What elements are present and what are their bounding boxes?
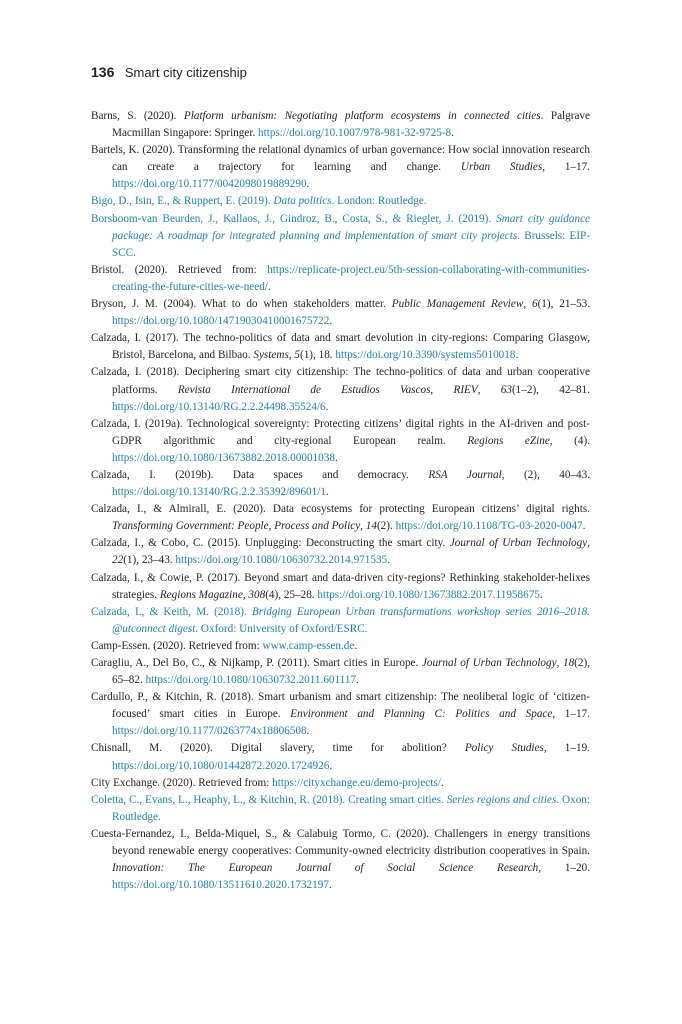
reference-text: , 1–20.	[538, 862, 590, 875]
reference-text: . Oxford: University of Oxford/ESRC.	[195, 622, 368, 635]
reference-text: .	[267, 280, 271, 293]
reference-title: Transforming Government: People, Process and Policy	[112, 520, 361, 533]
reference-link[interactable]: https://doi.org/10.1108/TG-03-2020-0047	[395, 520, 583, 533]
reference-entry	[91, 501, 590, 535]
reference-title: Data politics	[273, 195, 332, 208]
reference-title: 63	[500, 383, 512, 396]
reference-text: .	[356, 674, 359, 687]
reference-text: .	[334, 451, 338, 464]
reference-title: Series regions and cities	[446, 793, 557, 806]
reference-text: .	[306, 725, 310, 738]
reference-title: Smart city guidance package: A roadmap for integrated planning and implementation of smart city projects	[112, 212, 590, 242]
reference-title: Regions eZine	[467, 434, 550, 447]
reference-entry	[91, 689, 590, 740]
reference-text: , (4).	[549, 434, 591, 447]
reference-text: , (2), 40–43.	[501, 468, 590, 481]
reference-text: Cuesta-Fernandez, I., Belda-Miquel, S., & Calabuig Tormo, C. (2020). Challengers in energy transitions beyond renewable energy cooperatives: Community-owned electricity distribution cooperatives in Spain.	[91, 827, 590, 858]
reference-text: Chisnall, M. (2020). Digital slavery, time for abolition?	[91, 742, 465, 755]
reference-text: (1), 18.	[299, 349, 336, 362]
reference-text: (1), 21–53.	[537, 298, 591, 311]
reference-text: Calzada, I., & Almirall, E. (2020). Data ecosystems for protecting European citizens’ digital rights.	[91, 503, 590, 516]
reference-text: .	[354, 639, 358, 652]
reference-entry	[91, 296, 590, 330]
chapter-title: Smart city citizenship	[124, 65, 247, 80]
reference-text: . Brussels: EIP-SCC.	[112, 229, 591, 259]
reference-link[interactable]: https://doi.org/10.1080/10630732.2014.971535	[175, 554, 388, 567]
reference-entry	[91, 108, 590, 142]
reference-link[interactable]: https://doi.org/10.1080/10630732.2011.601117	[145, 674, 357, 687]
reference-text: (2).	[376, 520, 396, 533]
reference-text: ,	[523, 298, 532, 311]
reference-title: 308	[248, 588, 266, 601]
reference-text: .	[329, 759, 333, 772]
reference-text: . London: Routledge.	[331, 195, 427, 208]
reference-text: .	[329, 315, 333, 328]
reference-text: Calzada, I., & Keith, M. (2018).	[91, 605, 252, 618]
page-number: 136	[91, 64, 115, 80]
reference-title: Public Management Review	[391, 298, 524, 311]
reference-text: ,	[360, 520, 366, 533]
reference-title: 14	[365, 520, 377, 533]
reference-link[interactable]: https://doi.org/10.1080/13673882.2017.11958675	[317, 588, 540, 601]
reference-text: , 1–19.	[543, 742, 590, 755]
reference-text: .	[582, 520, 586, 533]
reference-text: Bartels, K. (2020). Transforming the relational dynamics of urban governance: How social innovation research can create a trajectory for learning and change.	[91, 144, 590, 174]
reference-title: 6	[531, 298, 538, 311]
reference-entry	[91, 638, 590, 655]
reference-text: ,	[587, 537, 591, 550]
reference-text: .	[325, 400, 329, 413]
reference-entry	[91, 262, 590, 296]
reference-text: , 1–17.	[542, 161, 590, 174]
reference-link[interactable]: https://doi.org/10.1080/13673882.2018.00001038	[112, 451, 335, 464]
reference-entry	[91, 142, 590, 193]
reference-text: .	[515, 349, 519, 362]
reference-text: .	[387, 554, 390, 567]
reference-entry	[91, 655, 590, 689]
reference-text: . Oxon: Routledge.	[112, 793, 590, 823]
reference-entry	[91, 775, 590, 792]
reference-list	[91, 108, 590, 894]
reference-link[interactable]: https://doi.org/10.1177/0042098019889290	[112, 178, 307, 191]
reference-entry	[91, 740, 590, 774]
reference-text: , 1–17.	[552, 708, 590, 721]
reference-entry	[91, 364, 590, 415]
reference-link[interactable]: https://doi.org/10.3390/systems5010018	[335, 349, 516, 362]
reference-text: .	[451, 127, 454, 140]
reference-title: 18	[562, 657, 575, 669]
reference-text: ,	[477, 383, 501, 396]
reference-title: 22	[112, 554, 124, 567]
reference-text: ,	[242, 588, 249, 601]
reference-text: .	[306, 178, 310, 191]
running-head	[91, 64, 247, 82]
reference-text: (1–2), 42–81.	[511, 383, 590, 396]
reference-link[interactable]: https://doi.org/10.1177/0263774x18806508	[112, 725, 307, 738]
reference-title: 5	[294, 349, 300, 362]
reference-text: ,	[556, 657, 563, 669]
reference-text: Camp-Essen. (2020). Retrieved from:	[91, 639, 263, 652]
reference-text: Coletta, C., Evans, L., Heaphy, L., & Kitchin, R. (2018). Creating smart cities.	[91, 793, 447, 806]
reference-text: Bigo, D., Isin, E., & Ruppert, E. (2019).	[91, 195, 274, 208]
reference-title: Environment and Planning C: Politics and Space	[290, 708, 553, 721]
reference-text: Calzada, I. (2018). Deciphering smart city citizenship: The techno-politics of data and urban cooperative platforms.	[91, 366, 590, 396]
reference-link[interactable]: https://replicate-project.eu/5th-session-collaborating-with-communities-creating-the-future-cities-we-need/	[112, 263, 590, 293]
reference-text: Calzada, I. (2019a). Technological sovereignty: Protecting citizens’ digital rights in the AI-driven and post-GDPR algorithmic and city-regional European realm.	[91, 417, 590, 447]
reference-text: (2), 65–82.	[112, 657, 590, 687]
reference-title: RSA Journal	[428, 468, 502, 481]
reference-text: Bristol. (2020). Retrieved from:	[91, 263, 268, 276]
reference-text: .	[539, 588, 543, 601]
reference-entry	[91, 535, 590, 569]
reference-text: Bryson, J. M. (2004). What to do when stakeholders matter.	[91, 298, 392, 311]
reference-entry	[91, 604, 590, 638]
reference-text: Calzada, I., & Cowie, P. (2017). Beyond smart and data-driven city-regions? Rethinking stakeholder-helixes strategies.	[91, 571, 590, 601]
reference-title: Policy Studies	[464, 742, 544, 755]
reference-link[interactable]: https://doi.org/10.13140/RG.2.2.24498.35524/6	[112, 400, 326, 413]
reference-text: ,	[288, 349, 295, 362]
reference-entry	[91, 792, 590, 826]
reference-text: Barns, S. (2020).	[91, 110, 184, 122]
reference-text: Calzada, I., & Cobo, C. (2015). Unplugging: Deconstructing the smart city.	[91, 537, 450, 550]
reference-title: Platform urbanism: Negotiating platform ecosystems in connected cities	[183, 110, 541, 122]
reference-text: .	[440, 776, 444, 789]
reference-text: . Palgrave Macmillan Singapore: Springer.	[112, 110, 590, 140]
reference-title: Revista International de Estudios Vascos, RIEV	[177, 383, 478, 396]
reference-link[interactable]: https://doi.org/10.1080/14719030410001675722	[112, 315, 330, 328]
reference-entry	[91, 826, 590, 894]
reference-link[interactable]: https://doi.org/10.1007/978-981-32-9725-8	[258, 127, 452, 140]
reference-link[interactable]: https://doi.org/10.1080/01442872.2020.1724926	[112, 759, 330, 772]
reference-text: .	[325, 486, 329, 499]
reference-text: (4), 25–28.	[265, 588, 318, 601]
reference-text: (1), 23–43.	[123, 554, 176, 567]
reference-entry	[91, 416, 590, 467]
reference-link[interactable]: https://cityxchange.eu/demo-projects/	[272, 776, 441, 789]
reference-text: Calzada, I. (2019b). Data spaces and democracy.	[91, 468, 429, 481]
reference-entry	[91, 570, 590, 604]
reference-text: Calzada, I. (2017). The techno-politics of data and smart devolution in city-regions: Comparing Glasgow, Bristol, Barcelona, and Bilbao.	[91, 332, 590, 362]
reference-text: Borsboom-van Beurden, J., Kallaos, J., Gindroz, B., Costa, S., & Riegler, J. (2019).	[91, 212, 497, 225]
reference-text: City Exchange. (2020). Retrieved from:	[91, 776, 273, 789]
reference-link[interactable]: https://doi.org/10.1080/13511610.2020.1732197	[112, 879, 329, 892]
reference-link[interactable]: www.camp-essen.de	[262, 639, 355, 652]
reference-title: Regions Magazine	[159, 588, 243, 601]
reference-link[interactable]: https://doi.org/10.13140/RG.2.2.35392/89601/1	[112, 486, 326, 499]
reference-title: Bridging European Urban transformations workshop series 2016–2018. @utconnect digest	[112, 605, 590, 635]
reference-text: .	[328, 879, 332, 892]
reference-title: Journal of Urban Technology	[421, 657, 557, 669]
reference-title: Innovation: The European Journal of Social Science Research	[112, 862, 539, 875]
reference-title: Journal of Urban Technology	[449, 537, 588, 550]
reference-entry	[91, 467, 590, 501]
reference-entry	[91, 193, 590, 210]
reference-text: Cardullo, P., & Kitchin, R. (2018). Smart urbanism and smart citizenship: The neoliberal logic of ‘citizen-focused’ smart cities in Europe.	[91, 691, 590, 721]
reference-title: Urban Studies	[460, 161, 543, 174]
reference-text: Caragliu, A., Del Bo, C., & Nijkamp, P. (2011). Smart cities in Europe.	[91, 657, 422, 669]
reference-entry	[91, 211, 590, 262]
reference-entry	[91, 330, 590, 364]
reference-title: Systems	[253, 349, 289, 362]
